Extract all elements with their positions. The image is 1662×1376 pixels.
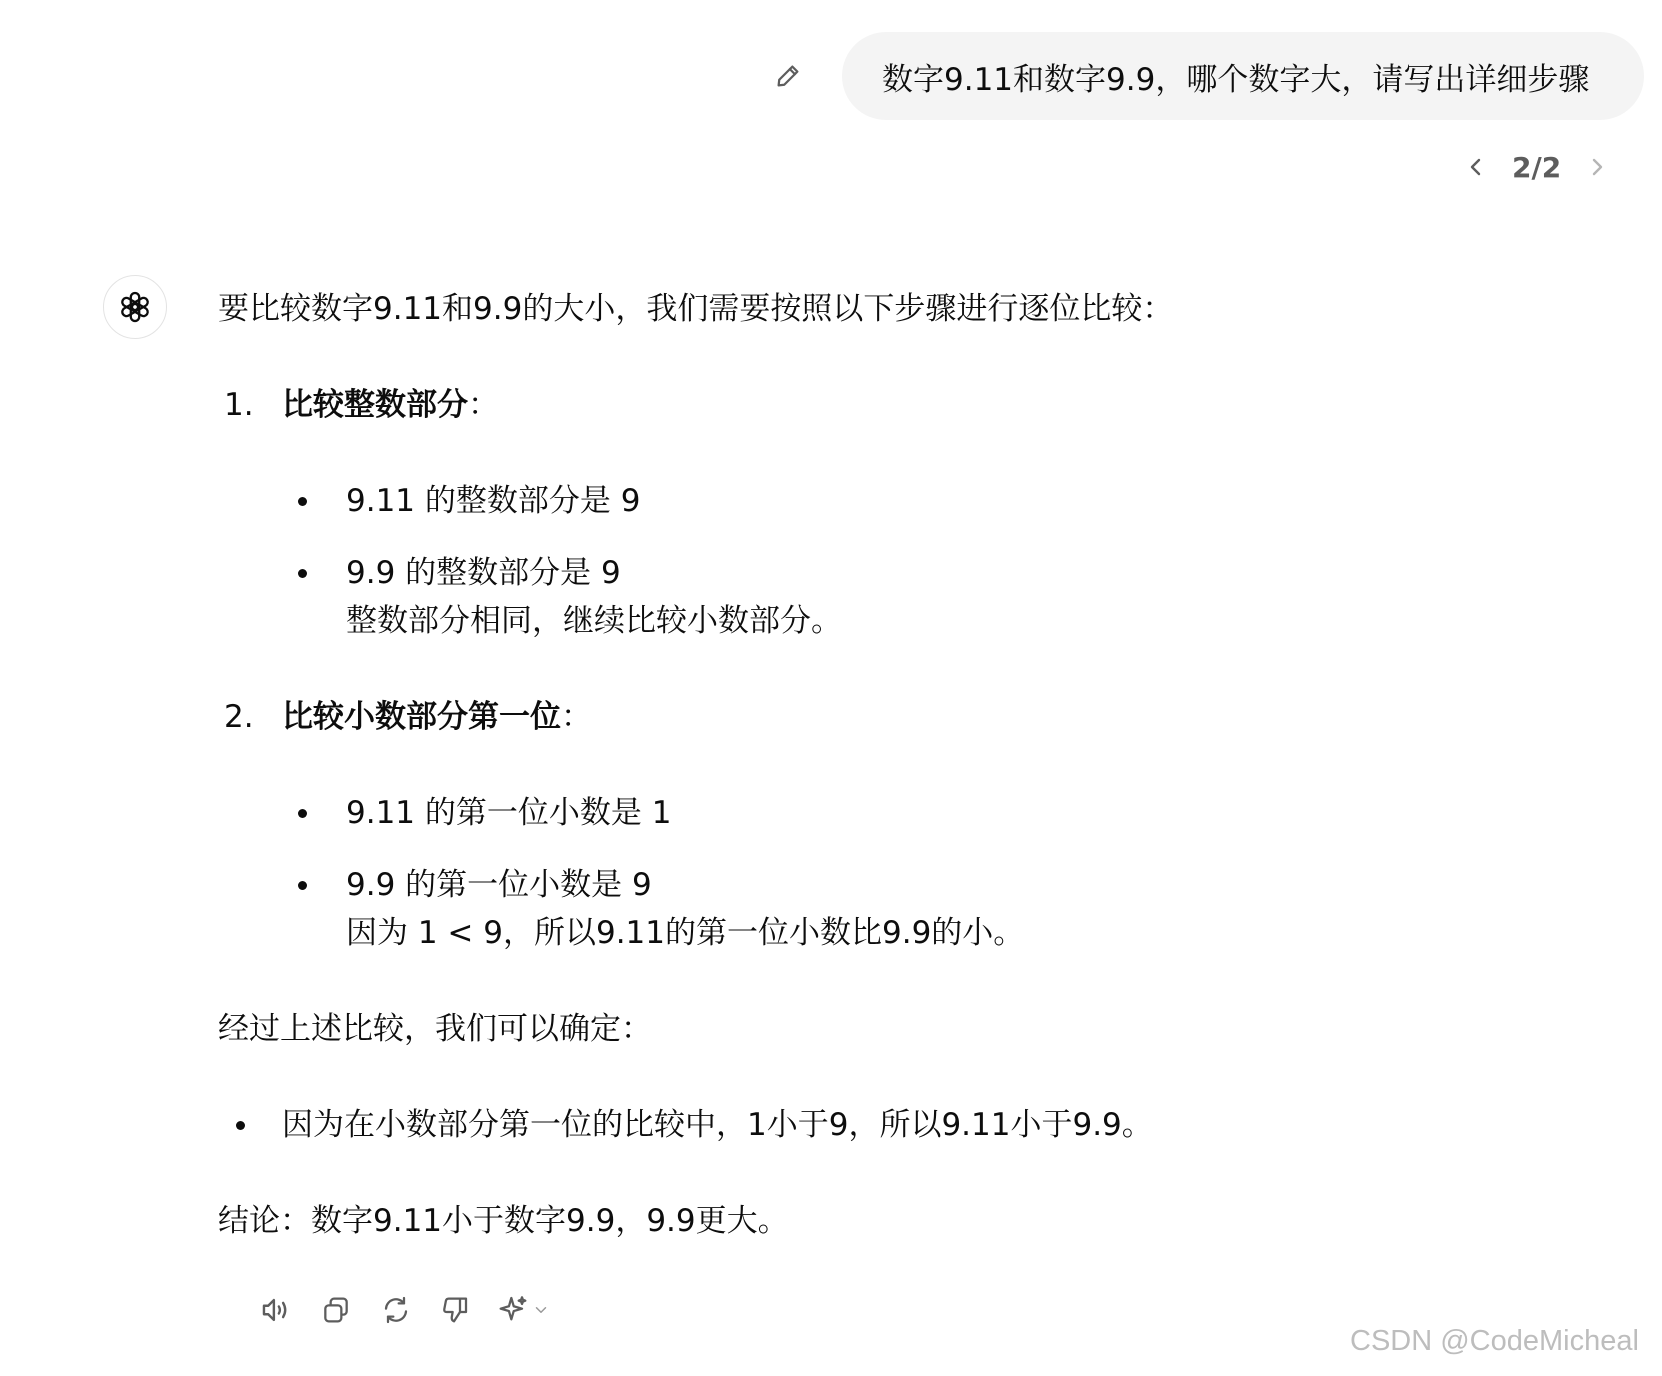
list-item [346, 549, 1518, 645]
step-number: 2. [224, 699, 254, 735]
step-number: 1. [224, 387, 254, 423]
read-aloud-button[interactable] [258, 1290, 294, 1330]
list-item-text: 9.11 的第一位小数是 1 [346, 795, 672, 831]
regenerate-button[interactable] [378, 1290, 414, 1330]
assistant-avatar [103, 275, 167, 339]
bullet-dot [236, 1121, 245, 1130]
chevron-left-icon [1466, 155, 1486, 179]
step-title: 比较小数部分第一位 [282, 699, 561, 735]
previous-response-button[interactable] [1462, 149, 1490, 185]
sparkle-icon [498, 1294, 530, 1326]
watermark: CSDN @CodeMicheal [1350, 1325, 1639, 1357]
edit-message-button[interactable] [770, 58, 806, 94]
chevron-right-icon [1587, 155, 1607, 179]
summary-text: 经过上述比较，我们可以确定： [218, 1011, 652, 1047]
read-aloud-icon [259, 1293, 293, 1327]
regenerate-icon [380, 1294, 412, 1326]
conclusion-text: 结论：数字9.11小于数字9.9，9.9更大。 [218, 1203, 789, 1239]
thumbs-down-icon [440, 1294, 472, 1326]
bullet-dot [298, 881, 307, 890]
step-note: 整数部分相同，继续比较小数部分。 [346, 603, 842, 639]
copy-button[interactable] [318, 1290, 354, 1330]
bullet-dot [298, 569, 307, 578]
list-item-text: 因为在小数部分第一位的比较中，1小于9，所以9.11小于9.9。 [282, 1107, 1153, 1143]
step-1-items [218, 477, 1518, 645]
summary-bullets [218, 1101, 1518, 1149]
chevron-down-icon [532, 1301, 550, 1319]
assistant-message [218, 285, 1518, 1245]
assistant-intro: 要比较数字9.11和9.9的大小，我们需要按照以下步骤进行逐位比较： [218, 291, 1174, 327]
user-message-text: 数字9.11和数字9.9，哪个数字大，请写出详细步骤 [882, 61, 1590, 98]
list-item-text: 9.9 的整数部分是 9 [346, 555, 621, 591]
user-message-bubble [842, 32, 1644, 120]
list-item-text: 9.9 的第一位小数是 9 [346, 867, 652, 903]
list-item [346, 477, 1518, 525]
list-item [282, 1101, 1518, 1149]
response-pager [1462, 145, 1611, 189]
thumbs-down-button[interactable] [438, 1290, 474, 1330]
message-actions [258, 1290, 558, 1330]
step-note: 因为 1 < 9，所以9.11的第一位小数比9.9的小。 [346, 915, 1025, 951]
pencil-icon [773, 61, 803, 91]
switch-model-button[interactable] [498, 1290, 558, 1330]
step-title-suffix: ： [561, 699, 592, 735]
list-item [346, 789, 1518, 837]
pager-label: 2/2 [1512, 150, 1562, 184]
step-1 [218, 381, 1518, 429]
step-2-items [218, 789, 1518, 957]
bullet-dot [298, 809, 307, 818]
bullet-dot [298, 497, 307, 506]
step-title-suffix: ： [468, 387, 499, 423]
copy-icon [320, 1294, 352, 1326]
list-item [346, 861, 1518, 957]
step-title: 比较整数部分 [282, 387, 468, 423]
openai-logo-icon [115, 287, 155, 327]
list-item-text: 9.11 的整数部分是 9 [346, 483, 641, 519]
next-response-button[interactable] [1583, 149, 1611, 185]
step-2 [218, 693, 1518, 741]
